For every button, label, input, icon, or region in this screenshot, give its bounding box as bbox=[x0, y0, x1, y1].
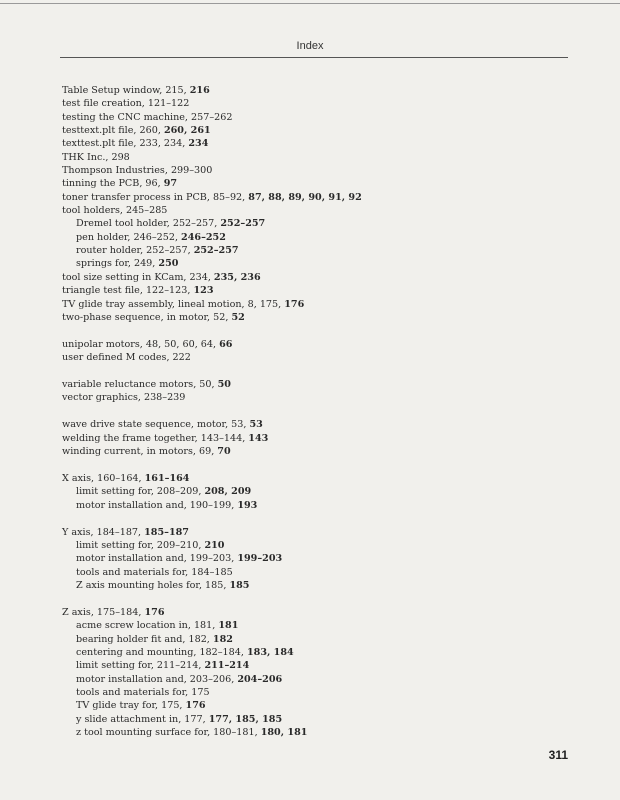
index-entry bbox=[62, 97, 582, 110]
bold-page-ref: 211–214 bbox=[204, 660, 250, 672]
entry-text: centering and mounting, 182–184, bbox=[76, 646, 247, 658]
entry-text: pen holder, 246–252, bbox=[76, 231, 182, 243]
bold-page-ref: 52 bbox=[231, 311, 245, 323]
entry-text: testtext.plt file, 260, bbox=[62, 125, 164, 137]
entry-text: X axis, 160–164, bbox=[62, 472, 145, 484]
bold-page-ref: 66 bbox=[219, 338, 233, 350]
index-entry bbox=[62, 191, 582, 204]
bold-page-ref: 199–203 bbox=[237, 553, 283, 565]
index-entry bbox=[62, 606, 582, 619]
bold-page-ref: 260, 261 bbox=[163, 125, 211, 137]
bold-page-ref: 185 bbox=[229, 579, 250, 591]
index-entry bbox=[62, 526, 582, 539]
bold-page-ref: 250 bbox=[158, 258, 179, 270]
entry-text: unipolar motors, 48, 50, 60, 64, bbox=[62, 338, 220, 350]
bold-page-ref: 180, 181 bbox=[260, 727, 308, 738]
entry-text: z tool mounting surface for, 180–181, bbox=[76, 727, 261, 738]
index-subentry bbox=[62, 539, 582, 552]
entry-text: two-phase sequence, in motor, 52, bbox=[62, 311, 232, 323]
entry-text: THK Inc., 298 bbox=[62, 151, 130, 163]
entry-text: testing the CNC machine, 257–262 bbox=[62, 111, 233, 123]
index-subentry bbox=[62, 485, 582, 498]
entry-text: limit setting for, 211–214, bbox=[76, 660, 205, 672]
bold-page-ref: 193 bbox=[237, 499, 258, 511]
top-edge-rule bbox=[0, 3, 620, 4]
index-entry bbox=[62, 151, 582, 164]
entry-text: tinning the PCB, 96, bbox=[62, 178, 164, 190]
bold-page-ref: 176 bbox=[185, 700, 206, 712]
group-gap bbox=[62, 364, 582, 378]
entry-text: winding current, in motors, 69, bbox=[62, 446, 218, 458]
entry-text: toner transfer process in PCB, 85–92, bbox=[62, 191, 249, 203]
group-gap bbox=[62, 592, 582, 606]
entry-text: vector graphics, 238–239 bbox=[62, 392, 186, 404]
index-subentry bbox=[62, 566, 582, 579]
index-subentry bbox=[62, 619, 582, 632]
index-subentry bbox=[62, 726, 582, 739]
bold-page-ref: 210 bbox=[204, 539, 225, 551]
index-entry bbox=[62, 271, 582, 284]
entry-text: acme screw location in, 181, bbox=[76, 620, 219, 632]
index-entry bbox=[62, 84, 582, 97]
entry-text: TV glide tray assembly, lineal motion, 8, 175, bbox=[62, 298, 285, 310]
index-subentry bbox=[62, 646, 582, 659]
entry-text: test file creation, 121–122 bbox=[62, 98, 190, 110]
entry-text: limit setting for, 209–210, bbox=[76, 539, 205, 551]
index-entry bbox=[62, 378, 582, 391]
bold-page-ref: 185–187 bbox=[144, 526, 189, 538]
index-entry bbox=[62, 311, 582, 324]
group-gap bbox=[62, 405, 582, 419]
index-entry bbox=[62, 351, 582, 364]
entry-text: TV glide tray for, 175, bbox=[76, 700, 186, 712]
header-divider bbox=[60, 57, 568, 58]
index-subentry bbox=[62, 579, 582, 592]
entry-text: limit setting for, 208–209, bbox=[76, 486, 205, 498]
entry-text: texttest.plt file, 233, 234, bbox=[62, 138, 189, 150]
index-entry bbox=[62, 391, 582, 404]
index-entry bbox=[62, 204, 582, 217]
bold-page-ref: 234 bbox=[188, 138, 209, 150]
group-gap bbox=[62, 458, 582, 472]
index-entry bbox=[62, 111, 582, 124]
entry-text: wave drive state sequence, motor, 53, bbox=[62, 419, 250, 431]
index-subentry bbox=[62, 217, 582, 230]
bold-page-ref: 252–257 bbox=[193, 245, 239, 257]
bold-page-ref: 50 bbox=[217, 379, 231, 391]
index-list bbox=[62, 84, 582, 739]
entry-text: variable reluctance motors, 50, bbox=[62, 379, 218, 391]
entry-text: Table Setup window, 215, bbox=[62, 85, 190, 96]
index-entry bbox=[62, 124, 582, 137]
bold-page-ref: 143 bbox=[248, 432, 269, 444]
bold-page-ref: 161–164 bbox=[144, 472, 190, 484]
entry-text: motor installation and, 199–203, bbox=[76, 553, 238, 565]
index-entry bbox=[62, 472, 582, 485]
index-entry bbox=[62, 432, 582, 445]
entry-text: y slide attachment in, 177, bbox=[76, 713, 209, 725]
group-gap bbox=[62, 324, 582, 338]
entry-text: router holder, 252–257, bbox=[76, 245, 194, 257]
bold-page-ref: 176 bbox=[284, 298, 305, 310]
bold-page-ref: 53 bbox=[249, 419, 263, 431]
index-subentry bbox=[62, 633, 582, 646]
index-entry bbox=[62, 338, 582, 351]
entry-text: tool size setting in KCam, 234, bbox=[62, 271, 214, 283]
bold-page-ref: 181 bbox=[218, 620, 239, 632]
page-title: Index bbox=[296, 40, 324, 52]
bold-page-ref: 176 bbox=[144, 606, 165, 618]
index-subentry bbox=[62, 231, 582, 244]
index-subentry bbox=[62, 499, 582, 512]
index-subentry bbox=[62, 686, 582, 699]
index-subentry bbox=[62, 673, 582, 686]
entry-text: springs for, 249, bbox=[76, 258, 159, 270]
index-entry bbox=[62, 164, 582, 177]
entry-text: tools and materials for, 184–185 bbox=[76, 566, 233, 578]
index-entry bbox=[62, 445, 582, 458]
index-subentry bbox=[62, 257, 582, 270]
index-subentry bbox=[62, 713, 582, 726]
bold-page-ref: 235, 236 bbox=[213, 271, 261, 283]
entry-text: tool holders, 245–285 bbox=[62, 205, 168, 217]
index-subentry bbox=[62, 699, 582, 712]
index-subentry bbox=[62, 659, 582, 672]
entry-text: Dremel tool holder, 252–257, bbox=[76, 218, 221, 230]
bold-page-ref: 216 bbox=[189, 85, 210, 96]
group-gap bbox=[62, 512, 582, 526]
entry-text: Z axis, 175–184, bbox=[62, 606, 145, 618]
bold-page-ref: 177, 185, 185 bbox=[208, 713, 283, 725]
entry-text: motor installation and, 203–206, bbox=[76, 673, 238, 685]
entry-text: triangle test file, 122–123, bbox=[62, 285, 194, 297]
bold-page-ref: 208, 209 bbox=[204, 486, 252, 498]
entry-text: Z axis mounting holes for, 185, bbox=[76, 579, 230, 591]
entry-text: tools and materials for, 175 bbox=[76, 686, 210, 698]
bold-page-ref: 123 bbox=[193, 285, 214, 297]
index-entry bbox=[62, 177, 582, 190]
entry-text: welding the frame together, 143–144, bbox=[62, 432, 249, 444]
index-subentry bbox=[62, 244, 582, 257]
entry-text: Y axis, 184–187, bbox=[62, 526, 145, 538]
index-entry bbox=[62, 298, 582, 311]
entry-text: Thompson Industries, 299–300 bbox=[62, 165, 213, 177]
entry-text: bearing holder fit and, 182, bbox=[76, 633, 213, 645]
index-subentry bbox=[62, 552, 582, 565]
bold-page-ref: 252–257 bbox=[220, 218, 266, 230]
bold-page-ref: 183, 184 bbox=[246, 646, 294, 658]
bold-page-ref: 182 bbox=[212, 633, 233, 645]
page-number: 311 bbox=[548, 748, 568, 762]
bold-page-ref: 87, 88, 89, 90, 91, 92 bbox=[248, 191, 362, 203]
bold-page-ref: 70 bbox=[217, 446, 231, 458]
index-entry bbox=[62, 137, 582, 150]
bold-page-ref: 246–252 bbox=[181, 231, 226, 243]
index-entry bbox=[62, 284, 582, 297]
bold-page-ref: 204–206 bbox=[237, 673, 283, 685]
entry-text: user defined M codes, 222 bbox=[62, 352, 191, 364]
bold-page-ref: 97 bbox=[163, 178, 178, 190]
entry-text: motor installation and, 190–199, bbox=[76, 499, 238, 511]
index-entry bbox=[62, 418, 582, 431]
